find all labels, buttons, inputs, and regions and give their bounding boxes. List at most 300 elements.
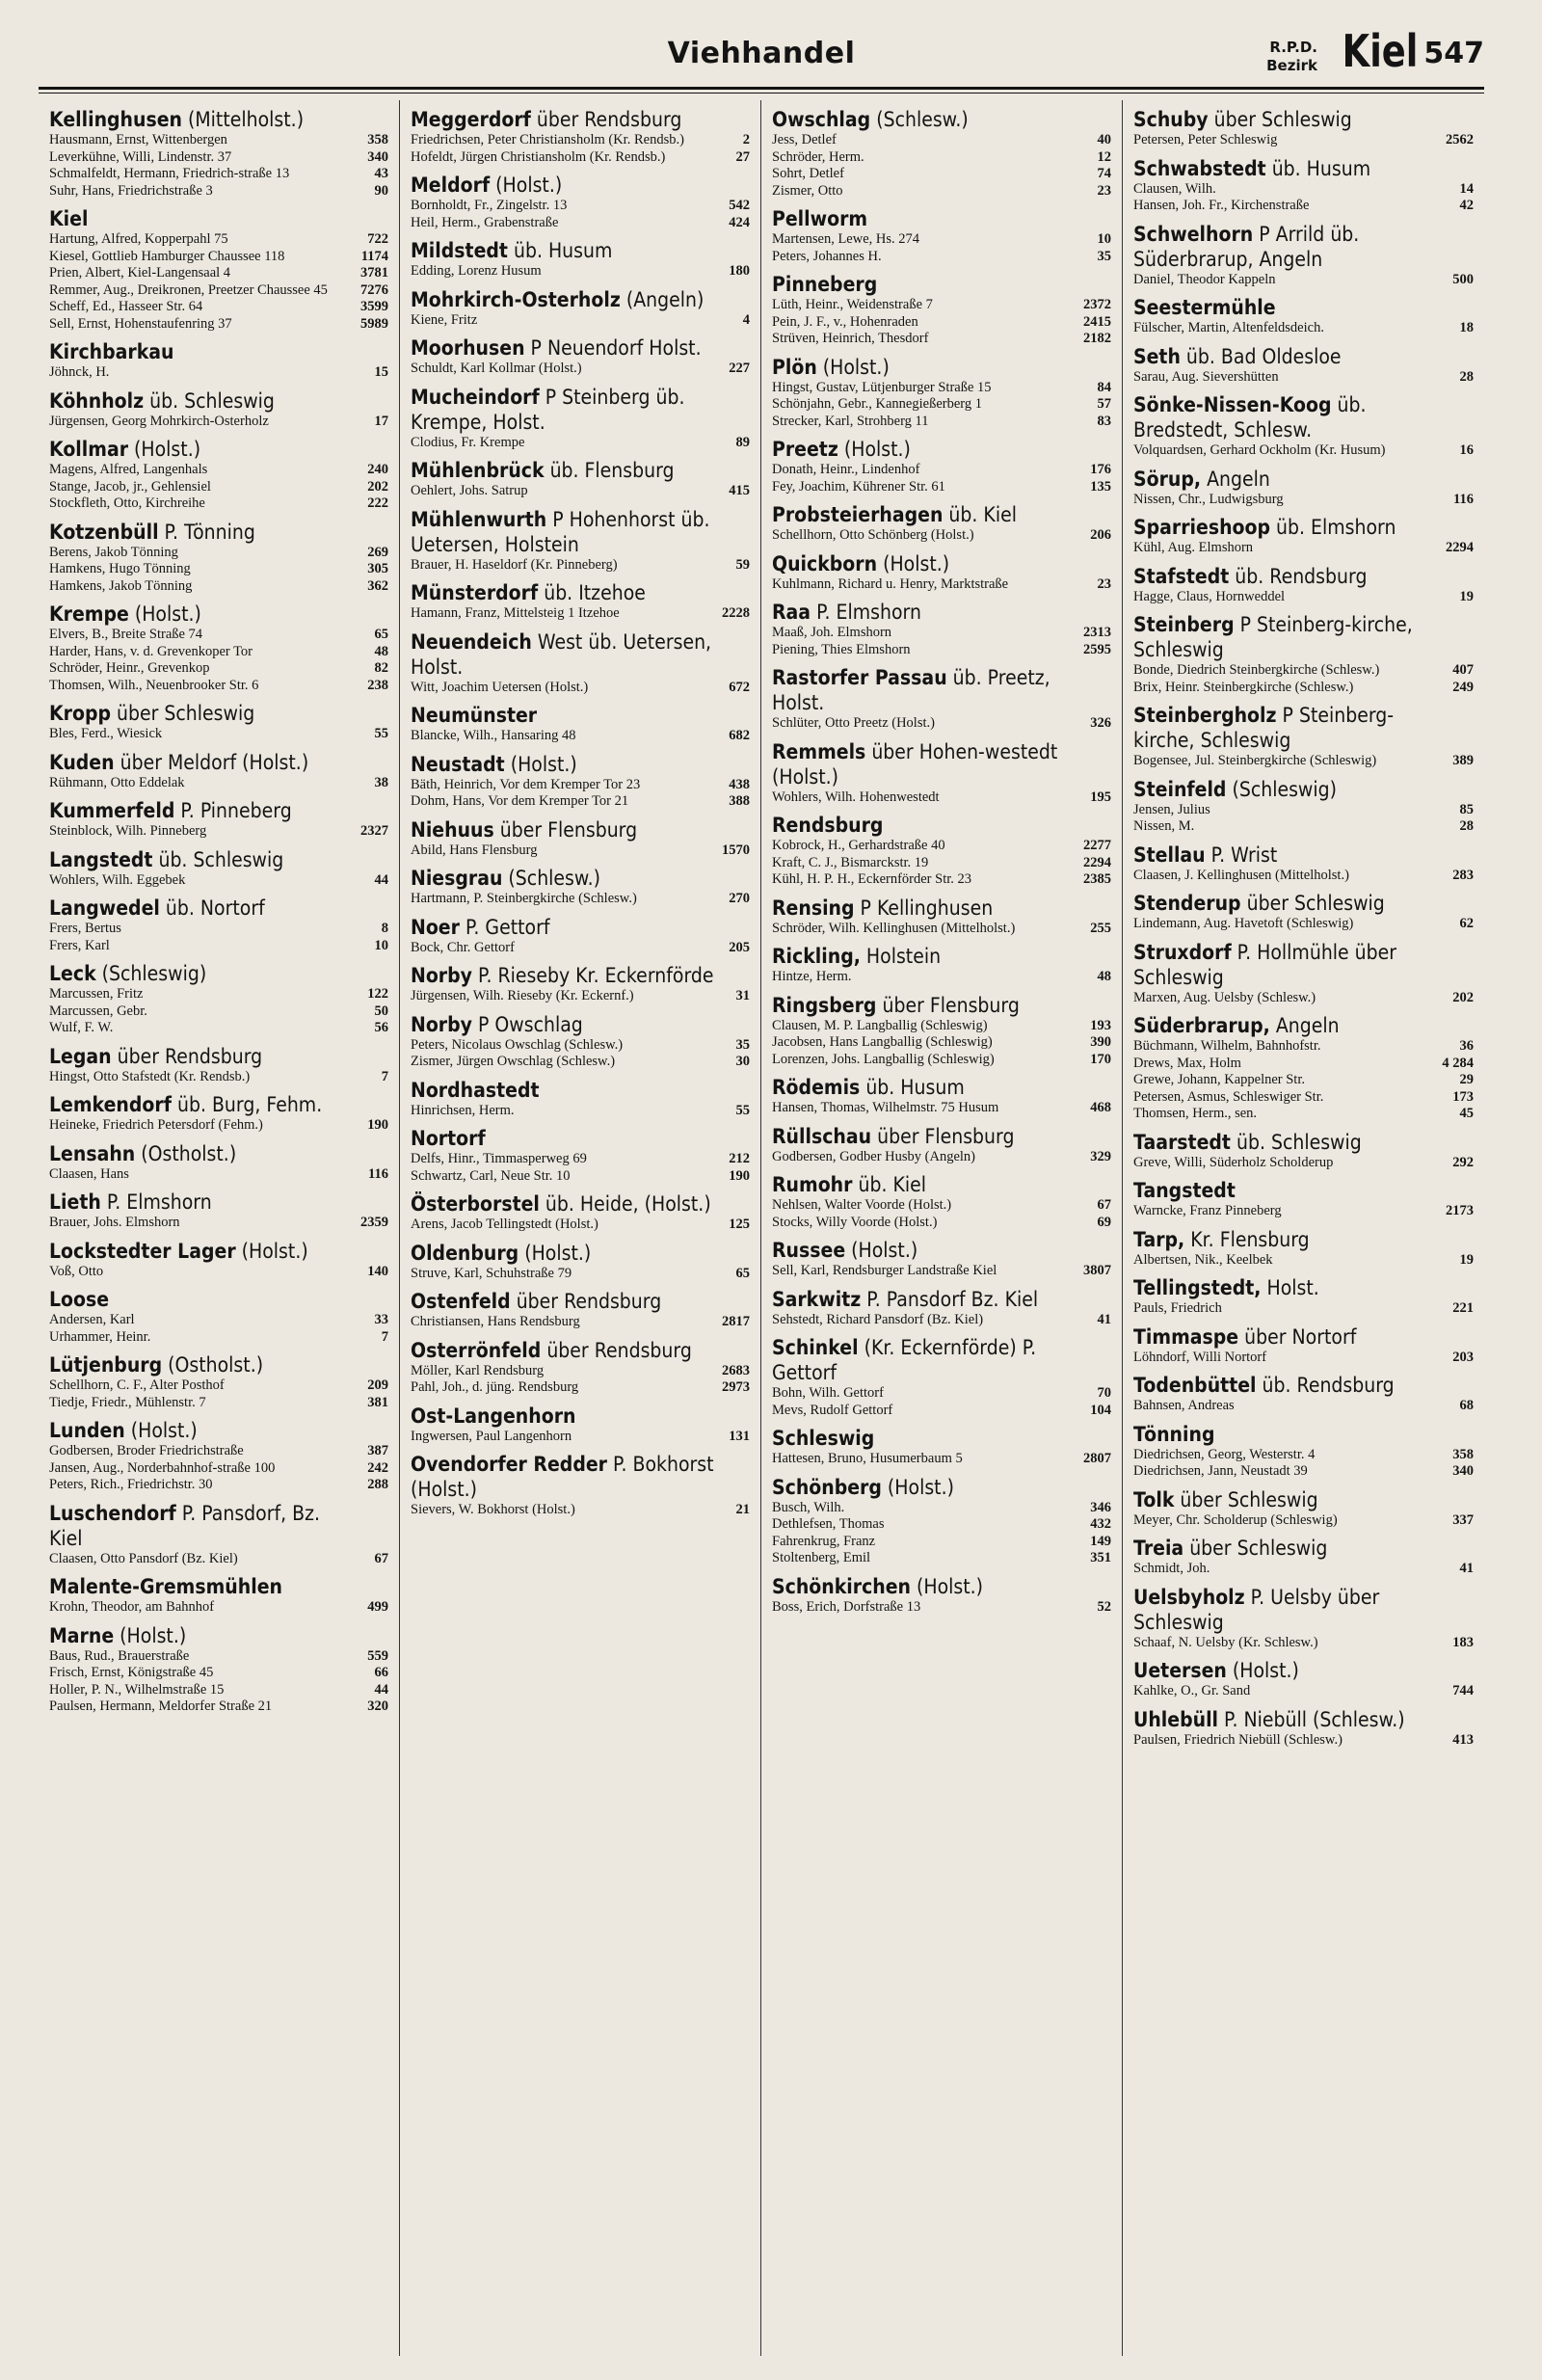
- place-qualifier: über Flensburg: [876, 993, 1020, 1017]
- dealer-entry: [772, 380, 1111, 397]
- place-name: Uhlebüll: [1133, 1707, 1219, 1731]
- place-heading: [1133, 1227, 1440, 1252]
- place-heading: [1133, 1178, 1440, 1203]
- place-heading: [49, 1092, 355, 1117]
- phone-number: 242: [367, 1459, 388, 1476]
- dealer-name-address: Kuhlmann, Richard u. Henry, Marktstraße: [772, 575, 1009, 592]
- phone-number: 413: [1452, 1731, 1474, 1748]
- place-heading: [1133, 344, 1440, 369]
- place-name: Probsteierhagen: [772, 503, 944, 526]
- phone-number: 358: [1452, 1446, 1474, 1462]
- place-heading: [772, 1124, 1077, 1149]
- dealer-entry: [411, 988, 750, 1005]
- dealer-name-address: Prien, Albert, Kiel-Langensaal 4: [49, 265, 231, 281]
- place-name: Rödemis: [772, 1076, 861, 1099]
- phone-number: 8: [381, 921, 388, 936]
- dealer-name-address: Scheff, Ed., Hasseer Str. 64: [49, 299, 203, 314]
- dealer-entry: [772, 871, 1111, 889]
- dealer-entry: [411, 1266, 750, 1283]
- dealer-name-address: Friedrichsen, Peter Christiansholm (Kr. Rendsb.): [411, 132, 684, 147]
- dealer-name-address: Dethlefsen, Thomas: [772, 1516, 885, 1532]
- dealer-name-address: Kiesel, Gottlieb Hamburger Chaussee 118: [49, 248, 285, 264]
- dealer-entry: [49, 479, 388, 496]
- dealer-name-address: Andersen, Karl: [49, 1312, 135, 1327]
- place-qualifier: P Arrild üb. Süderbrarup, Angeln: [1133, 222, 1360, 271]
- dealer-name-address: Hansen, Thomas, Wilhelmstr. 75 Husum: [772, 1100, 999, 1115]
- phone-number: 50: [374, 1003, 388, 1019]
- place-name: Preetz: [772, 438, 838, 461]
- dealer-name-address: Brauer, Johs. Elmshorn: [49, 1215, 180, 1230]
- dealer-name-address: Godbersen, Godber Husby (Angeln): [772, 1148, 976, 1164]
- phone-number: 415: [729, 483, 750, 498]
- place-heading: [1133, 1707, 1440, 1732]
- place-qualifier: über Schleswig: [1183, 1537, 1328, 1560]
- place-qualifier: (Ostholst.): [162, 1353, 264, 1377]
- dealer-entry: [49, 644, 388, 661]
- phone-number: 131: [729, 1428, 750, 1444]
- place-heading: [772, 1075, 1077, 1100]
- place-name: Tellingstedt,: [1133, 1276, 1262, 1299]
- phone-number: 3599: [360, 299, 388, 314]
- phone-number: 390: [1090, 1034, 1111, 1050]
- place-name: Luschendorf: [49, 1501, 176, 1525]
- dealer-entry: [772, 132, 1111, 149]
- dealer-name-address: Marcussen, Fritz: [49, 986, 144, 1002]
- place-heading: [1133, 1013, 1440, 1038]
- dealer-name-address: Rühmann, Otto Eddelak: [49, 774, 185, 790]
- dealer-entry: [411, 793, 750, 811]
- place-qualifier: (Holst.): [518, 1241, 592, 1265]
- place-name: Meldorf: [411, 174, 491, 197]
- place-name: Rickling,: [772, 945, 861, 968]
- place-name: Kiel: [49, 207, 89, 230]
- place-name: Norby: [411, 1012, 472, 1036]
- dealer-entry: [1133, 198, 1474, 215]
- dealer-name-address: Fey, Joachim, Kührener Str. 61: [772, 478, 945, 495]
- dealer-entry: [772, 1500, 1111, 1517]
- dealer-name-address: Schröder, Herm.: [772, 148, 864, 165]
- dealer-entry: [1133, 1300, 1474, 1318]
- place-qualifier: üb. Schleswig: [1230, 1130, 1362, 1154]
- phone-number: 55: [735, 1102, 750, 1118]
- place-heading: [49, 388, 355, 414]
- phone-number: 40: [1097, 132, 1111, 147]
- place-qualifier: über Nortorf: [1238, 1324, 1357, 1349]
- phone-number: 1174: [360, 248, 388, 264]
- place-heading: [772, 739, 1077, 789]
- place-heading: [1133, 1536, 1440, 1561]
- phone-number: 2359: [360, 1215, 388, 1230]
- dealer-name-address: Pahl, Joh., d. jüng. Rendsburg: [411, 1379, 579, 1395]
- phone-number: 340: [1452, 1463, 1474, 1479]
- dealer-entry: [49, 1215, 388, 1232]
- dealer-name-address: Bock, Chr. Gettorf: [411, 939, 515, 955]
- phone-number: 10: [374, 937, 388, 953]
- dealer-entry: [49, 1069, 388, 1086]
- dealer-entry: [1133, 442, 1474, 460]
- dealer-entry: [1133, 802, 1474, 819]
- place-name: Köhnholz: [49, 388, 145, 413]
- place-heading: [49, 847, 355, 872]
- phone-number: 66: [374, 1665, 388, 1680]
- dealer-entry: [49, 726, 388, 743]
- place-heading: [411, 580, 716, 605]
- dealer-name-address: Schlüter, Otto Preetz (Holst.): [772, 715, 935, 731]
- place-heading: [1133, 515, 1440, 540]
- dealer-entry: [411, 312, 750, 330]
- place-qualifier: über Meldorf (Holst.): [114, 750, 309, 774]
- place-qualifier: üb. Kiel: [943, 503, 1017, 526]
- dealer-name-address: Zismer, Otto: [772, 182, 843, 199]
- phone-number: 74: [1097, 166, 1111, 181]
- dealer-entry: [49, 149, 388, 167]
- dealer-name-address: Clausen, Wilh.: [1133, 180, 1216, 197]
- phone-number: 19: [1459, 1251, 1474, 1268]
- dealer-entry: [411, 215, 750, 232]
- dealer-entry: [1133, 1072, 1474, 1089]
- dealer-entry: [49, 1329, 388, 1347]
- dealer-name-address: Bogensee, Jul. Steinbergkirche (Schleswig): [1133, 753, 1377, 768]
- dealer-entry: [772, 1100, 1111, 1117]
- place-heading: [411, 1012, 716, 1037]
- dealer-name-address: Hartmann, P. Steinbergkirche (Schlesw.): [411, 891, 637, 906]
- place-qualifier: (Kr. Eckernförde) P. Gettorf: [772, 1336, 1037, 1384]
- place-heading: [772, 1287, 1077, 1312]
- place-name: Pellworm: [772, 207, 868, 230]
- place-qualifier: üb. Schleswig: [144, 388, 275, 413]
- place-heading: [49, 1287, 355, 1312]
- phone-number: 212: [729, 1151, 750, 1166]
- dealer-entry: [1133, 1203, 1474, 1220]
- dealer-name-address: Nissen, Chr., Ludwigsburg: [1133, 491, 1284, 507]
- dealer-name-address: Jürgensen, Georg Mohrkirch-Osterholz: [49, 413, 269, 429]
- place-name: Schönberg: [772, 1475, 882, 1499]
- phone-number: 56: [374, 1020, 388, 1035]
- dealer-name-address: Peters, Johannes H.: [772, 248, 882, 264]
- phone-number: 18: [1459, 320, 1474, 335]
- place-qualifier: üb. Bad Oldesloe: [1180, 344, 1342, 368]
- place-heading: [1133, 703, 1440, 753]
- phone-number: 67: [374, 1550, 388, 1566]
- phone-number: 206: [1090, 527, 1111, 543]
- dealer-entry: [1133, 916, 1474, 933]
- dealer-entry: [411, 1379, 750, 1397]
- dealer-name-address: Urhammer, Heinr.: [49, 1328, 151, 1345]
- phone-number: 36: [1459, 1038, 1474, 1054]
- phone-number: 140: [367, 1263, 388, 1279]
- place-name: Moorhusen: [411, 336, 525, 360]
- phone-number: 116: [368, 1165, 388, 1182]
- dealer-name-address: Remmer, Aug., Dreikronen, Preetzer Chaussee 45: [49, 281, 328, 298]
- dealer-entry: [1133, 589, 1474, 606]
- place-heading: [1133, 1324, 1440, 1350]
- place-name: Struxdorf: [1133, 940, 1232, 964]
- phone-number: 65: [735, 1265, 750, 1281]
- dealer-entry: [411, 435, 750, 452]
- dealer-name-address: Marcussen, Gebr.: [49, 1003, 147, 1019]
- phone-number: 195: [1090, 789, 1111, 805]
- dealer-entry: [772, 1599, 1111, 1617]
- dealer-entry: [1133, 1561, 1474, 1578]
- phone-number: 2294: [1083, 854, 1111, 870]
- dealer-entry: [411, 1151, 750, 1168]
- dealer-entry: [411, 263, 750, 281]
- place-name: Lockstedter Lager: [49, 1239, 236, 1263]
- dealer-entry: [1133, 753, 1474, 770]
- phone-number: 249: [1452, 679, 1474, 695]
- dealer-name-address: Schmalfeldt, Hermann, Friedrich-straße 13: [49, 166, 290, 181]
- phone-number: 542: [729, 198, 750, 213]
- dealer-name-address: Pein, J. F., v., Hohenraden: [772, 313, 918, 330]
- phone-number: 19: [1459, 588, 1474, 604]
- dealer-entry: [772, 625, 1111, 642]
- place-qualifier: (Holst.): [845, 1239, 918, 1262]
- dealer-name-address: Stocks, Willy Voorde (Holst.): [772, 1214, 938, 1230]
- place-name: Rensing: [772, 896, 855, 920]
- place-name: Schönkirchen: [772, 1574, 912, 1598]
- phone-number: 337: [1452, 1511, 1474, 1528]
- dealer-entry: [772, 1034, 1111, 1052]
- place-heading: [772, 1574, 1077, 1599]
- dealer-entry: [49, 364, 388, 382]
- dealer-entry: [772, 576, 1111, 594]
- place-name: Sarkwitz: [772, 1287, 862, 1311]
- place-name: Taarstedt: [1133, 1130, 1231, 1154]
- phone-number: 468: [1090, 1100, 1111, 1115]
- place-heading: [411, 1404, 716, 1429]
- phone-number: 57: [1097, 396, 1111, 412]
- phone-number: 292: [1452, 1154, 1474, 1170]
- dealer-entry: [772, 414, 1111, 431]
- phone-number: 104: [1090, 1402, 1111, 1418]
- phone-number: 10: [1097, 231, 1111, 247]
- place-name: Kuden: [49, 750, 115, 774]
- dealer-entry: [411, 132, 750, 149]
- dealer-name-address: Thomsen, Herm., sen.: [1133, 1106, 1258, 1121]
- dealer-name-address: Hansen, Joh. Fr., Kirchenstraße: [1133, 198, 1310, 213]
- place-heading: [1133, 1658, 1440, 1683]
- place-name: Lunden: [49, 1419, 125, 1442]
- dealer-name-address: Volquardsen, Gerhard Ockholm (Kr. Husum): [1133, 442, 1386, 458]
- dealer-name-address: Stockfleth, Otto, Kirchreihe: [49, 495, 205, 511]
- phone-number: 68: [1459, 1398, 1474, 1413]
- dealer-entry: [1133, 1038, 1474, 1056]
- place-name: Tolk: [1133, 1487, 1175, 1511]
- place-qualifier: über Schleswig: [1240, 892, 1385, 915]
- dealer-entry: [49, 627, 388, 644]
- phone-number: 329: [1090, 1148, 1111, 1164]
- phone-number: 135: [1090, 478, 1111, 495]
- dealer-name-address: Abild, Hans Flensburg: [411, 842, 538, 858]
- dealer-name-address: Bäth, Heinrich, Vor dem Kremper Tor 23: [411, 776, 641, 792]
- place-name: Krempe: [49, 602, 129, 626]
- place-heading: [772, 437, 1077, 462]
- phone-number: 14: [1459, 180, 1474, 197]
- place-name: Neustadt: [411, 752, 505, 776]
- dealer-entry: [411, 891, 750, 908]
- place-name: Seestermühle: [1133, 296, 1276, 319]
- dealer-entry: [772, 1149, 1111, 1166]
- place-qualifier: (Schleswig): [95, 962, 207, 985]
- dealer-entry: [772, 921, 1111, 938]
- dealer-name-address: Hingst, Otto Stafstedt (Kr. Rendsb.): [49, 1068, 251, 1084]
- dealer-name-address: Hattesen, Bruno, Husumerbaum 5: [772, 1451, 963, 1466]
- place-heading: [49, 1574, 355, 1599]
- phone-number: 65: [374, 627, 388, 642]
- phone-number: 125: [729, 1217, 750, 1232]
- dealer-name-address: Suhr, Hans, Friedrichstraße 3: [49, 182, 213, 199]
- place-qualifier: P. Niebüll (Schlesw.): [1218, 1707, 1405, 1731]
- place-name: Lensahn: [49, 1141, 136, 1165]
- dealer-entry: [411, 1103, 750, 1120]
- place-name: Tönning: [1133, 1422, 1215, 1446]
- dealer-entry: [1133, 1350, 1474, 1367]
- phone-number: 255: [1090, 920, 1111, 936]
- dealer-name-address: Stoltenberg, Emil: [772, 1550, 871, 1565]
- dealer-entry: [411, 361, 750, 378]
- dealer-entry: [772, 297, 1111, 314]
- dealer-name-address: Sohrt, Detlef: [772, 166, 844, 181]
- dealer-name-address: Jess, Detlef: [772, 132, 837, 147]
- dealer-entry: [772, 855, 1111, 872]
- dealer-entry: [49, 578, 388, 596]
- phone-number: 2228: [722, 605, 750, 621]
- phone-number: 33: [374, 1312, 388, 1327]
- phone-number: 744: [1452, 1683, 1474, 1698]
- phone-number: 89: [735, 434, 750, 450]
- dealer-entry: [49, 775, 388, 792]
- dealer-name-address: Heineke, Friedrich Petersdorf (Fehm.): [49, 1117, 263, 1133]
- phone-number: 388: [729, 793, 750, 809]
- column-1: [39, 100, 400, 2356]
- dealer-entry: [411, 1037, 750, 1055]
- phone-number: 38: [374, 774, 388, 790]
- dealer-name-address: Bornholdt, Fr., Zingelstr. 13: [411, 198, 568, 213]
- phone-number: 283: [1452, 867, 1474, 883]
- phone-number: 69: [1097, 1214, 1111, 1230]
- place-heading: [49, 107, 355, 132]
- dealer-name-address: Brix, Heinr. Steinbergkirche (Schlesw.): [1133, 679, 1354, 695]
- dealer-entry: [411, 1217, 750, 1234]
- dealer-name-address: Jansen, Aug., Norderbahnhof-straße 100: [49, 1459, 276, 1476]
- place-qualifier: P Owschlag: [471, 1012, 583, 1036]
- phone-number: 31: [735, 988, 750, 1003]
- phone-number: 190: [367, 1117, 388, 1133]
- place-qualifier: (Holst.): [128, 602, 201, 626]
- place-name: Uelsbyholz: [1133, 1585, 1245, 1609]
- place-heading: [411, 1338, 716, 1363]
- place-heading: [1133, 107, 1440, 132]
- place-name: Tarp,: [1133, 1227, 1185, 1251]
- phone-number: 193: [1090, 1017, 1111, 1033]
- phone-number: 269: [367, 544, 388, 560]
- dealer-entry: [1133, 1398, 1474, 1415]
- place-name: Kirchbarkau: [49, 340, 174, 363]
- dealer-entry: [772, 715, 1111, 733]
- phone-number: 67: [1097, 1197, 1111, 1213]
- place-name: Rüllschau: [772, 1124, 872, 1148]
- place-name: Ostenfeld: [411, 1290, 511, 1313]
- place-qualifier: Holst.: [1261, 1276, 1319, 1299]
- dealer-name-address: Hartung, Alfred, Kopperpahl 75: [49, 231, 228, 247]
- place-heading: [1133, 1585, 1440, 1635]
- dealer-name-address: Claasen, Otto Pansdorf (Bz. Kiel): [49, 1550, 238, 1566]
- phone-number: 41: [1097, 1311, 1111, 1327]
- place-name: Langstedt: [49, 847, 153, 871]
- dealer-entry: [772, 789, 1111, 807]
- phone-number: 389: [1452, 753, 1474, 768]
- dealer-entry: [1133, 1732, 1474, 1750]
- place-name: Mucheindorf: [411, 385, 540, 409]
- place-qualifier: üb. Bredstedt, Schlesw.: [1133, 393, 1367, 441]
- dealer-entry: [411, 1168, 750, 1186]
- phone-number: 190: [729, 1167, 750, 1184]
- place-name: Meggerdorf: [411, 108, 531, 131]
- phone-number: 381: [367, 1394, 388, 1410]
- place-qualifier: (Holst.): [1226, 1659, 1299, 1682]
- phone-number: 2173: [1446, 1203, 1474, 1218]
- dealer-name-address: Nissen, M.: [1133, 818, 1195, 834]
- header-rule-thin: [39, 93, 1484, 94]
- place-heading: [49, 1190, 355, 1215]
- dealer-entry: [772, 1018, 1111, 1035]
- dealer-entry: [411, 1429, 750, 1446]
- dealer-name-address: Lüth, Heinr., Weidenstraße 7: [772, 297, 933, 312]
- place-name: Stafstedt: [1133, 564, 1230, 588]
- dealer-name-address: Leverkühne, Willi, Lindenstr. 37: [49, 148, 232, 165]
- dealer-name-address: Berens, Jakob Tönning: [49, 544, 178, 560]
- phone-number: 407: [1452, 662, 1474, 678]
- place-name: Sönke-Nissen-Koog: [1133, 393, 1332, 416]
- dealer-entry: [49, 316, 388, 334]
- dealer-name-address: Godbersen, Broder Friedrichstraße: [49, 1443, 244, 1458]
- phone-number: 15: [374, 364, 388, 380]
- dealer-entry: [1133, 492, 1474, 509]
- place-name: Malente-Gremsmühlen: [49, 1575, 282, 1598]
- place-qualifier: Angeln: [1201, 467, 1270, 491]
- phone-number: 209: [367, 1377, 388, 1393]
- place-heading: [411, 1452, 716, 1502]
- phone-number: 2277: [1083, 838, 1111, 853]
- phone-number: 7276: [360, 281, 388, 298]
- phone-number: 722: [367, 231, 388, 247]
- place-heading: [772, 551, 1077, 576]
- phone-number: 2182: [1083, 331, 1111, 346]
- dealer-entry: [411, 557, 750, 575]
- dealer-entry: [1133, 1463, 1474, 1481]
- place-heading: [49, 896, 355, 921]
- phone-number: 499: [367, 1599, 388, 1615]
- dealer-name-address: Kühl, Aug. Elmshorn: [1133, 540, 1254, 555]
- place-name: Kropp: [49, 702, 112, 725]
- place-heading: [772, 993, 1077, 1018]
- place-qualifier: über Rendsburg: [111, 1044, 263, 1068]
- phone-number: 23: [1097, 182, 1111, 199]
- place-qualifier: üb. Schleswig: [152, 847, 284, 871]
- place-name: Todenbüttel: [1133, 1374, 1257, 1397]
- place-heading: [411, 107, 716, 132]
- place-qualifier: P. Gettorf: [459, 915, 550, 939]
- place-name: Owschlag: [772, 108, 871, 131]
- dealer-entry: [772, 331, 1111, 348]
- dealer-name-address: Peters, Rich., Friedrichstr. 30: [49, 1477, 213, 1492]
- place-qualifier: P. Pansdorf Bz. Kiel: [861, 1287, 1039, 1311]
- place-name: Steinbergholz: [1133, 704, 1277, 727]
- dealer-name-address: Diedrichsen, Jann, Neustadt 39: [1133, 1463, 1308, 1479]
- dealer-name-address: Jacobsen, Hans Langballig (Schleswig): [772, 1034, 993, 1050]
- phone-number: 672: [729, 679, 750, 695]
- place-heading: [772, 896, 1077, 921]
